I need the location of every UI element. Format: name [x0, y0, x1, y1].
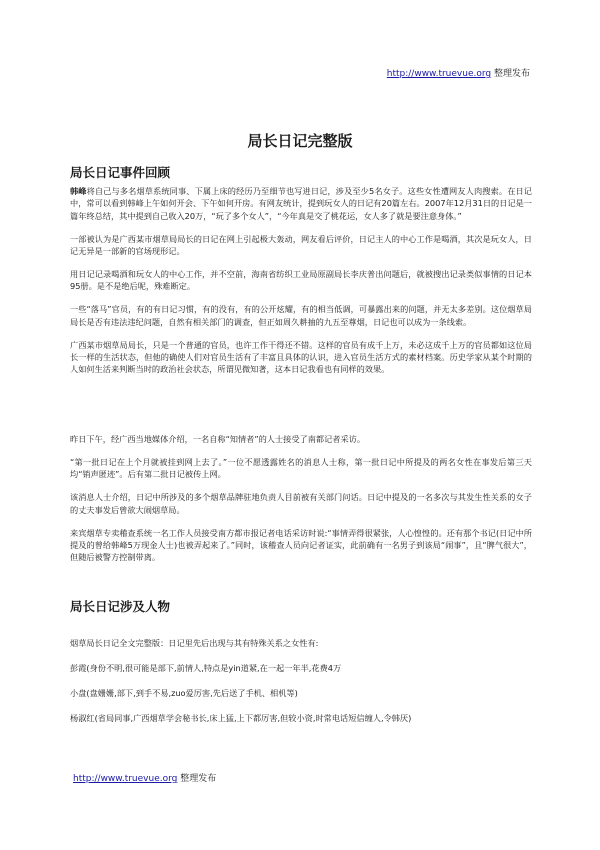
footer-url-link[interactable]: http://www.truevue.org	[73, 774, 178, 784]
document-title: 局长日记完整版	[247, 132, 353, 150]
footer-suffix: 整理发布	[177, 774, 217, 784]
section-review-body-a	[70, 185, 532, 386]
header-url-link[interactable]: http://www.truevue.org	[386, 69, 492, 79]
footer-source	[73, 771, 216, 784]
section-heading-review: 局长日记事件回顾	[70, 165, 171, 180]
paragraph: 昨日下午，经广西当地媒体介绍，一名自称“知情者”的人士接受了南都记者采访。	[70, 434, 366, 444]
paragraph: 该消息人士介绍，日记中所涉及的多个烟草品牌驻地负责人目前被有关部门问话。日记中提及的一名多次与其发生性关系的女子的丈夫事发后曾欲大闹烟草局。	[70, 492, 532, 515]
paragraph: 一些“落马”官员，有的有日记习惯，有的没有，有的公开炫耀，有的相当低调，可暴露出来的问题，并无太多差别。这位烟草局局长是否有违法违纪问题，自然有相关部门的调查，但正如周久耕抽的九五至尊烟，日记也可以成为一条线索。	[70, 304, 532, 327]
header-suffix: 整理发布	[491, 69, 530, 79]
list-item: 彭霞(身份不明,很可能是部下,前情人,特点是yin道紧,在一起一年半,花费4万	[70, 663, 342, 673]
paragraph: 用日记记录喝酒和玩女人的中心工作，并不空前，海南省纺织工业局原副局长李庆普出问题后，就被搜出记录类似事情的日记本95册。是不是绝后呢，殊难断定。	[70, 269, 532, 292]
section-heading-people: 局长日记涉及人物	[70, 599, 171, 614]
paragraph: 韩峰将自己与多名烟草系统同事、下属上床的经历乃至细节也写进日记，涉及至少5名女子。这些女性遭网友人肉搜索。在日记中，常可以看到韩峰上午如何开会、下午如何开房。有网友统计，提到玩女人的日记有20篇左右。2007年12月31日的日记是一篇年终总结，其中提到自己收入20万，“玩了多个女人”，“今年真是交了桃花运，女人多了就是要注意身体。”	[70, 186, 532, 221]
section-people-body	[70, 637, 532, 737]
paragraph: 一部被认为是广西某市烟草局局长的日记在网上引起极大轰动，网友看后评价，日记主人的中心工作是喝酒，其次是玩女人，日记无异是一部新的官场现形记。	[70, 233, 532, 257]
section-review-body-b	[70, 433, 532, 574]
people-intro: 烟草局长日记全文完整版：日记里先后出现与其有特殊关系之女性有:	[70, 638, 319, 648]
header-source	[387, 66, 530, 79]
paragraph: “第一批日记在上个月就被挂到网上去了。”一位不愿透露姓名的消息人士称，第一批日记中所提及的两名女性在事发后第三天均“销声匿迹”。后有第二批日记被传上网。	[70, 456, 532, 480]
paragraph: 来宾烟草专卖稽查系统一名工作人员接受南方都市报记者电话采访时说:“事情弄得很紧张，人心惶惶的。还有那个书记(日记中所提及的曾给韩峰5万现金人士)也被弄起来了。”同时，该稽查人员向记者证实，此前确有一名男子到该局“闹事”，且“脾气很大”，但随后被警方控制带离。	[70, 527, 532, 563]
list-item: 杨淑红(省局同事,广西烟草学会秘书长,床上猛,上下都厉害,但较小资,时常电话短信缠人,令韩厌)	[70, 713, 412, 723]
paragraph: 广西某市烟草局局长，只是一个普通的官员，也许工作干得还不错。这样的官员有成千上万，未必这成千上万的官员都如这位局长一样的生活状态，但他的确使人们对官员生活有了丰富且具体的认识，进入官员生活方式的素材档案。历史学家从某个时期的人如何生活来判断当时的政治社会状态，所谓见微知著，这本日记我看也有同样的效果。	[70, 339, 532, 375]
diary-author-name: 韩峰	[70, 186, 87, 196]
list-item: 小盘(盘姗姗,部下,到手不易,zuo爱厉害,先后送了手机、相机等)	[70, 688, 298, 698]
